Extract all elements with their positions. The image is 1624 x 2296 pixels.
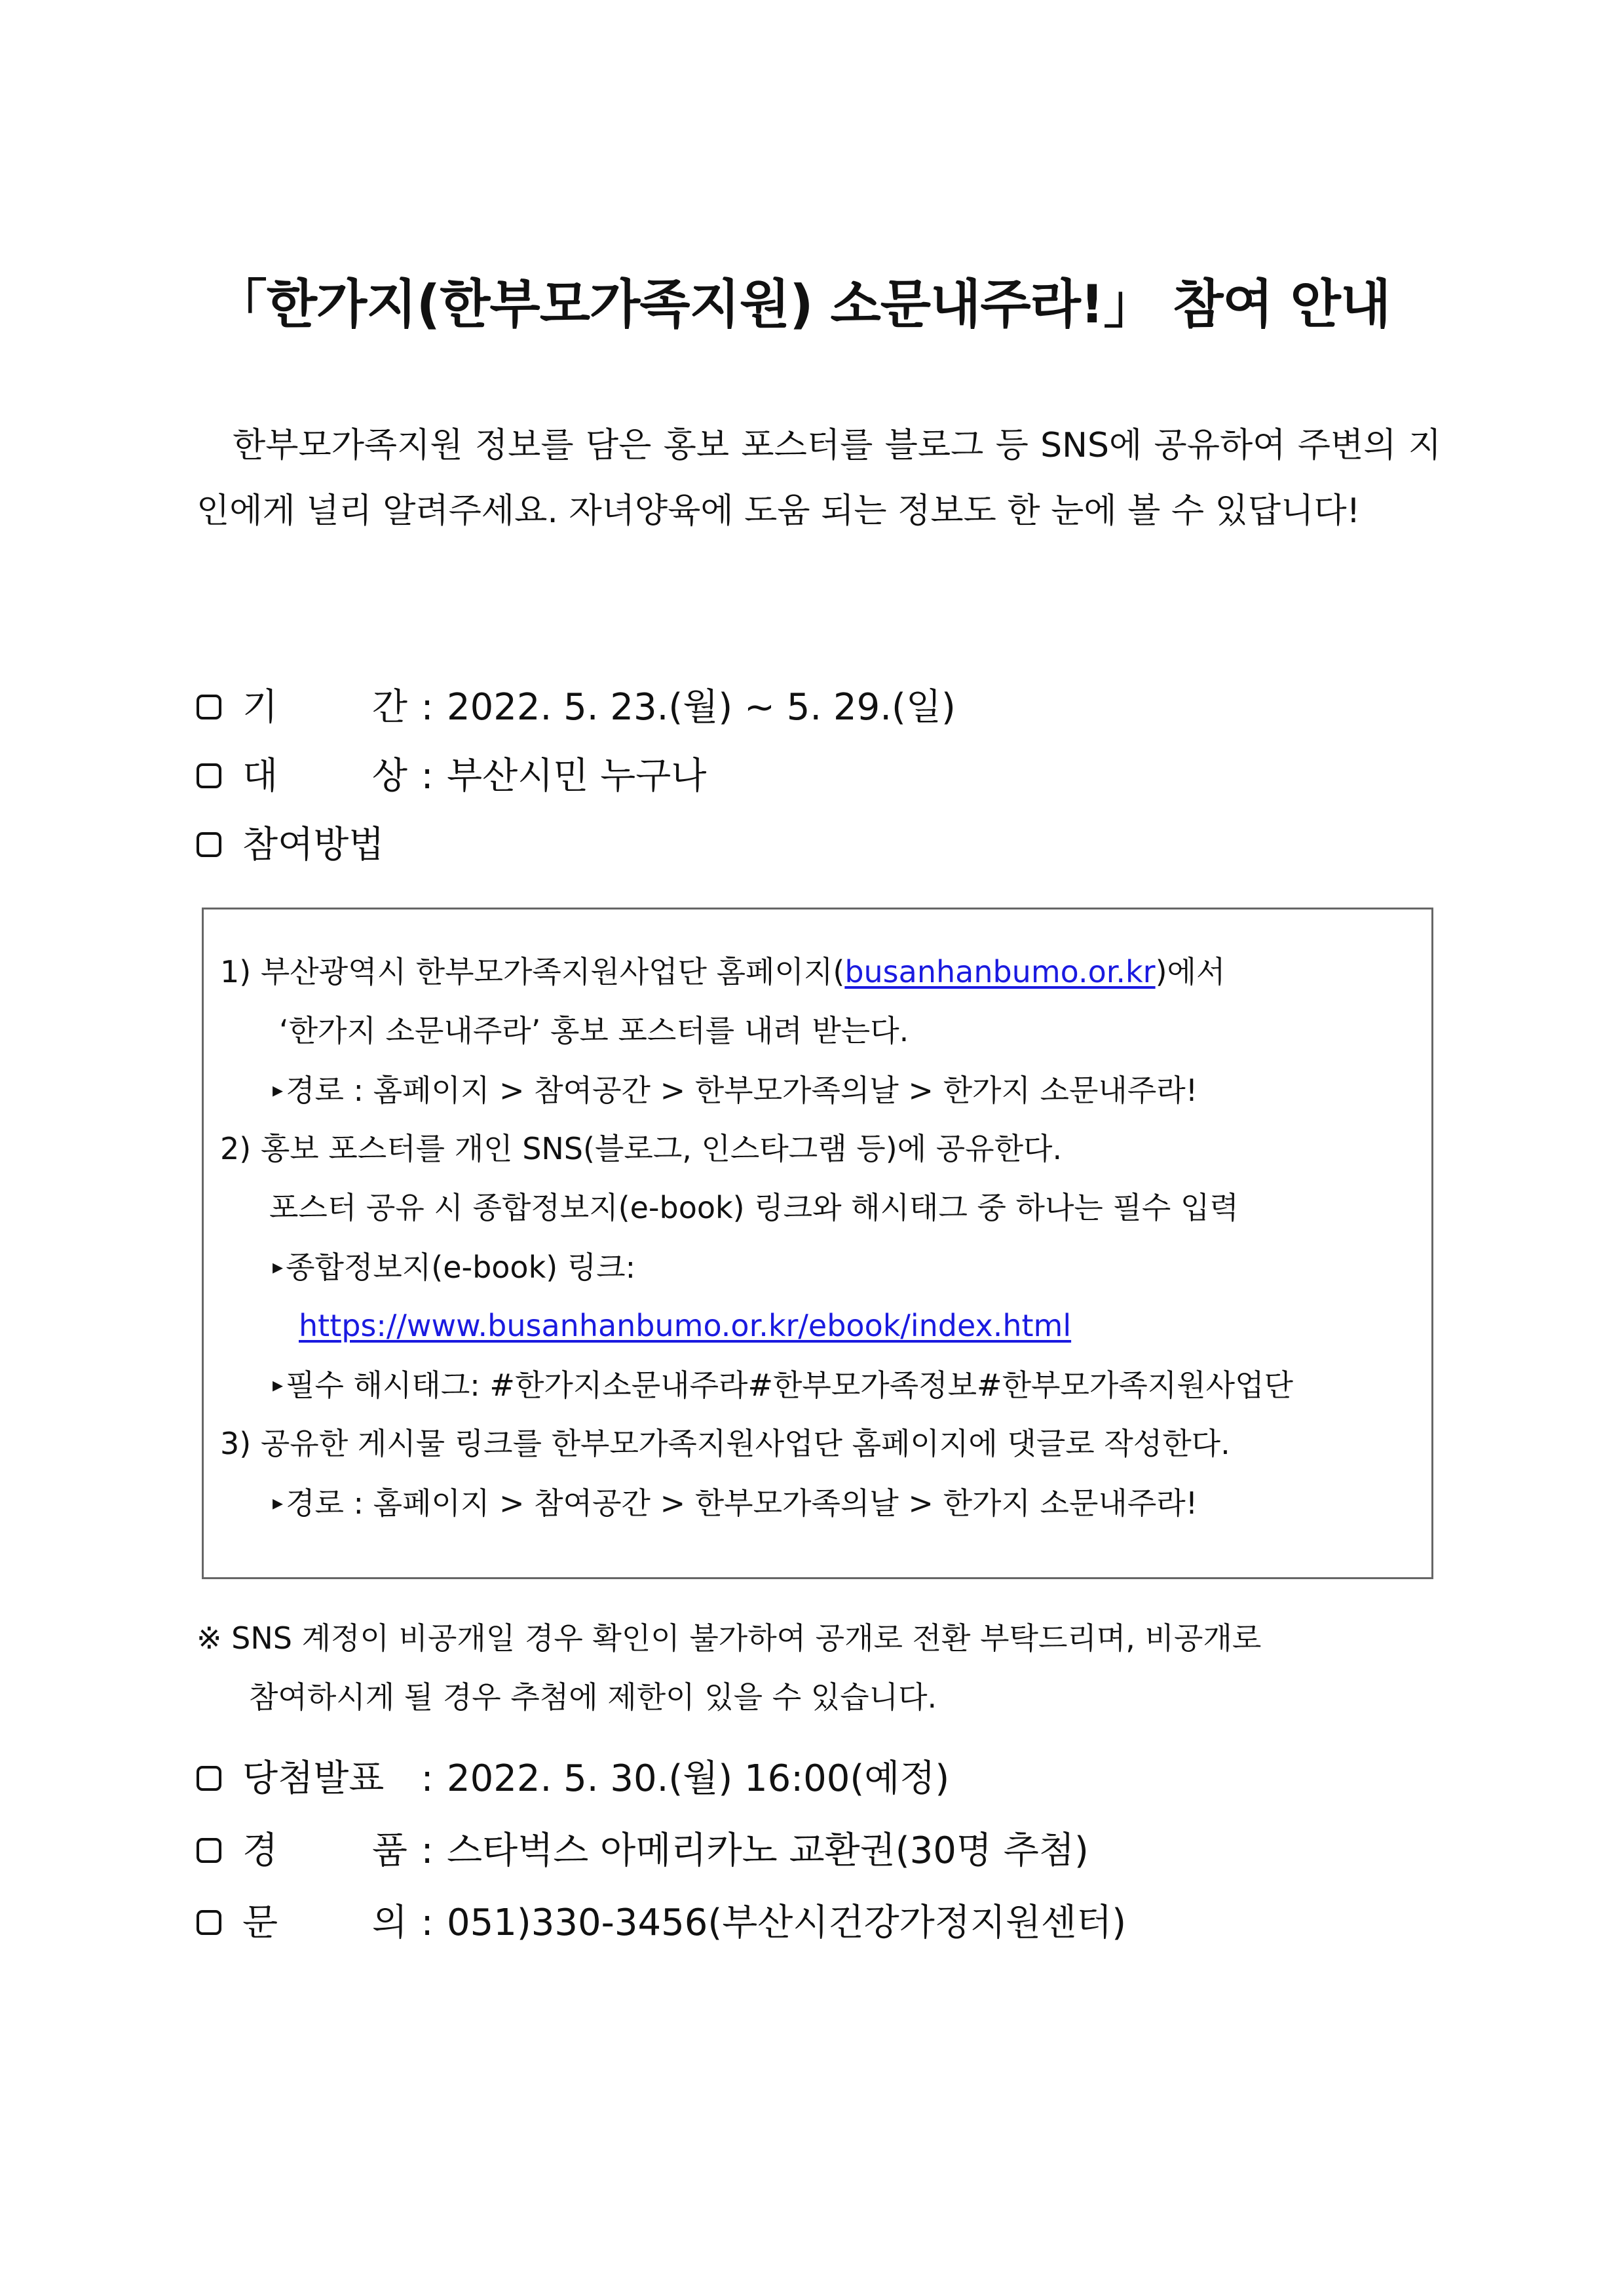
method-label: 참여방법 [242,824,385,866]
checkbox-icon [197,1766,221,1791]
note-line1: ※ SNS 계정이 비공개일 경우 확인이 불가하여 공개로 전환 부탁드리며, 비공개로 [197,1620,1262,1656]
page-title: 「한가지(한부모가족지원) 소문내주라!」 참여 안내 [214,274,1391,335]
checkbox-icon [197,763,221,788]
bullet-icon: ▸ [273,1077,284,1102]
section-announcement [197,1746,949,1812]
bullet-icon: ▸ [273,1372,284,1397]
step2-hashtag [273,1355,1293,1414]
step2-line1: 2) 홍보 포스터를 개인 SNS(블로그, 인스타그램 등)에 공유한다. [220,1131,1063,1166]
checkbox-icon [197,695,221,719]
homepage-link[interactable]: busanhanbumo.or.kr [844,954,1156,989]
step1-prefix: 1) 부산광역시 한부모가족지원사업단 홈페이지( [220,954,845,989]
inquiry-colon: : [421,1902,434,1944]
announcement-label: 당첨발표 [242,1757,385,1800]
prize-colon: : [421,1829,434,1872]
checkbox-icon [197,832,221,857]
note-line2: 참여하시게 될 경우 추첨에 제한이 있을 수 있습니다. [249,1679,937,1715]
announcement-colon: : [421,1757,434,1800]
ebook-link-line [299,1296,1071,1355]
step3-route [273,1473,1198,1532]
period-value: 2022. 5. 23.(월) ~ 5. 29.(일) [447,686,956,729]
note [197,1609,1441,1727]
step3-route-text: 경로 : 홈페이지 > 참여공간 > 한부모가족의날 > 한가지 소문내주라! [286,1485,1198,1521]
target-value: 부산시민 누구나 [447,755,707,797]
step1-route [273,1060,1198,1119]
step2-ebook-label: 종합정보지(e-book) 링크: [286,1250,636,1285]
section-period [197,675,956,740]
inquiry-value: 051)330-3456(부산시건강가정지원센터) [447,1902,1127,1944]
step1-line2: ‘한가지 소문내주라’ 홍보 포스터를 내려 받는다. [279,1013,909,1048]
intro-paragraph: 한부모가족지원 정보를 담은 홍보 포스터를 블로그 등 SNS에 공유하여 주변의 지인에게 널리 알려주세요. 자녀양육에 도움 되는 정보도 한 눈에 볼 수 있답니다! [197,426,1441,531]
step1-route-text: 경로 : 홈페이지 > 참여공간 > 한부모가족의날 > 한가지 소문내주라! [286,1073,1198,1108]
announcement-value: 2022. 5. 30.(월) 16:00(예정) [447,1757,950,1800]
step2-line2: 포스터 공유 시 종합정보지(e-book) 링크와 해시태그 중 하나는 필수 입력 [269,1190,1239,1225]
ebook-link[interactable]: https://www.busanhanbumo.or.kr/ebook/index.html [299,1308,1072,1343]
section-target [197,744,706,809]
step1-line1 [220,942,1225,1001]
section-prize [197,1818,1089,1884]
period-label: 기 간 [242,686,407,729]
checkbox-icon [197,1910,221,1935]
target-label: 대 상 [242,755,407,797]
section-inquiry [197,1890,1126,1956]
checkbox-icon [197,1838,221,1863]
step1-suffix: )에서 [1155,954,1226,989]
bullet-icon: ▸ [273,1254,284,1279]
prize-value: 스타벅스 아메리카노 교환권(30명 추첨) [447,1829,1089,1872]
step2-ebook [273,1237,635,1296]
step3-line1: 3) 공유한 게시물 링크를 한부모가족지원사업단 홈페이지에 댓글로 작성한다. [220,1426,1230,1461]
step2-hashtag-text: 필수 해시태그: #한가지소문내주라#한부모가족정보#한부모가족지원사업단 [286,1368,1293,1403]
bullet-icon: ▸ [273,1490,284,1515]
method-box [202,908,1433,1579]
target-colon: : [421,755,434,797]
section-method [197,813,384,878]
prize-label: 경 품 [242,1829,407,1872]
inquiry-label: 문 의 [242,1902,407,1944]
period-colon: : [421,686,434,729]
